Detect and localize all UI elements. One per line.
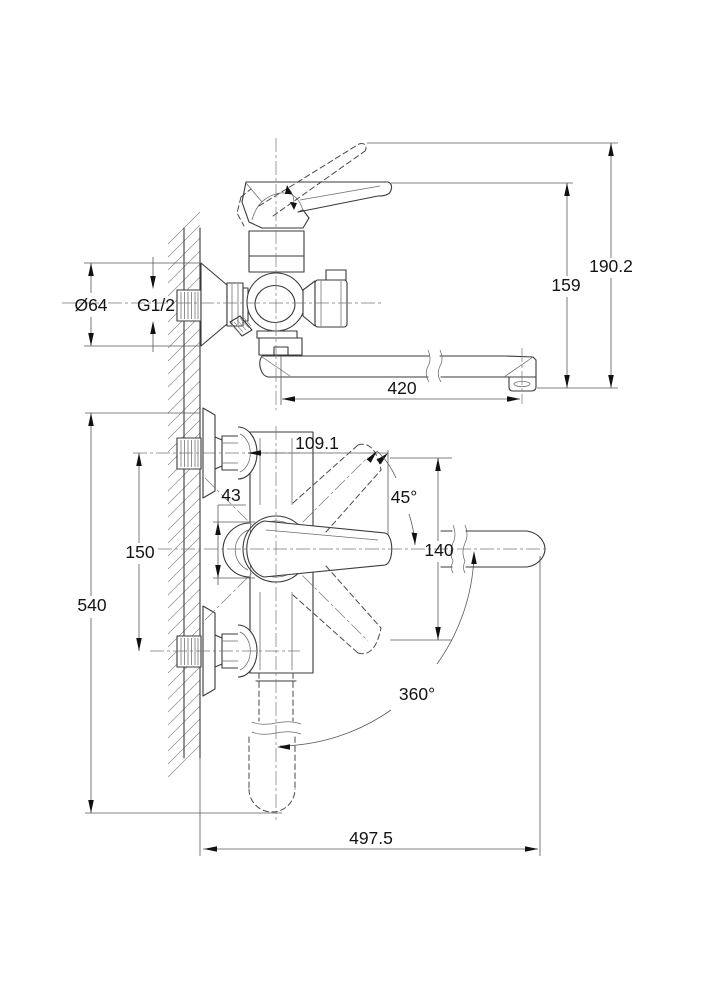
spout-connector xyxy=(257,331,302,355)
downward-spout-phantom xyxy=(249,673,301,812)
dim-label-spout-swivel: 360° xyxy=(398,684,436,704)
side-view xyxy=(177,144,536,391)
union-bump xyxy=(223,523,250,577)
escutcheon-side xyxy=(201,263,227,346)
dim-mounting-centers xyxy=(125,453,154,651)
front-view xyxy=(177,408,545,812)
dim-label-flange-diameter: Ø64 xyxy=(74,295,108,315)
threaded-tail-piece xyxy=(177,290,201,321)
handle-side xyxy=(242,182,392,228)
dim-label-overall-reach: 497.5 xyxy=(349,828,393,848)
dim-spout-reach xyxy=(281,356,520,405)
dim-label-handle-angle: 45° xyxy=(390,487,418,507)
dim-label-height-to-handle: 190.2 xyxy=(589,256,633,276)
dim-height-to-handle xyxy=(367,143,633,388)
dim-label-spout-reach: 420 xyxy=(387,378,417,398)
dim-thread-size xyxy=(137,257,175,352)
dim-height-to-spout xyxy=(391,183,618,388)
dim-label-handle-travel: 140 xyxy=(424,540,454,560)
cartridge-column xyxy=(249,231,304,272)
dim-label-mounting-centers: 150 xyxy=(125,542,155,562)
diverter-knob xyxy=(303,270,347,327)
dim-label-wall-to-handle-tip: 109.1 xyxy=(295,433,339,453)
dim-label-height-to-spout: 159 xyxy=(551,275,581,295)
dimension-annotations xyxy=(74,143,632,856)
dim-label-thread-size: G1/2 xyxy=(137,295,175,315)
dim-handle-angle xyxy=(367,451,418,545)
dim-label-overall-height: 540 xyxy=(77,595,107,615)
dim-label-union-size: 43 xyxy=(221,485,241,505)
